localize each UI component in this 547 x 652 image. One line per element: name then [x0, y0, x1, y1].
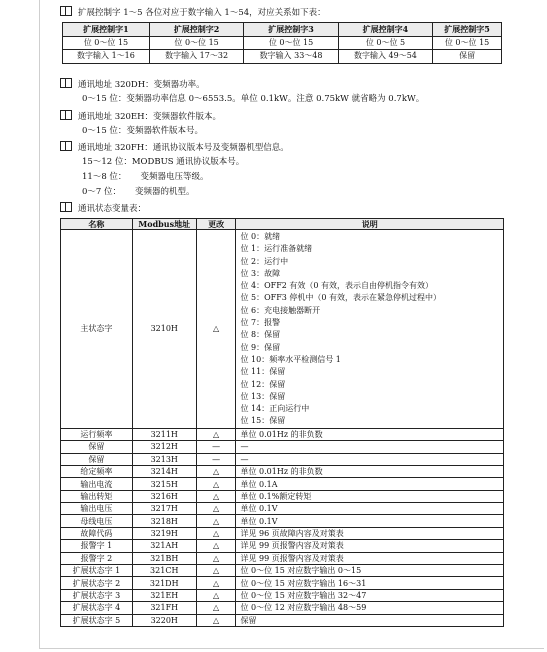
table-cell-description: —	[236, 453, 504, 465]
table-row	[61, 478, 504, 490]
table-cell-change: —	[196, 453, 236, 465]
table-cell-name: 输出电流	[61, 478, 133, 490]
table-cell: 位 0～位 15	[149, 36, 243, 50]
table-row	[61, 490, 504, 502]
status-paragraph	[60, 202, 146, 215]
table-cell-address: 3214H	[132, 465, 196, 477]
table-cell-change: △	[196, 503, 236, 515]
table-cell-address: 3220H	[132, 614, 196, 626]
table-row	[61, 465, 504, 477]
table-cell-address: 321AH	[132, 540, 196, 552]
table-cell-change: △	[196, 527, 236, 539]
table-cell-change: △	[196, 552, 236, 564]
table-cell-address: 321DH	[132, 577, 196, 589]
table-header-row	[61, 219, 504, 230]
table-cell-address: 3212H	[132, 441, 196, 453]
table-row	[61, 602, 504, 614]
book-icon	[60, 202, 72, 212]
intro-text: 扩展控制字 1～5 各位对应于数字输入 1～54，对应关系如下表：	[78, 8, 326, 18]
table-cell-description: 单位 0.01Hz 的非负数	[236, 465, 504, 477]
table-cell-name: 扩展状态字 4	[61, 602, 133, 614]
status-title: 通讯状态变量表：	[78, 204, 147, 214]
table-header-cell: Modbus地址	[132, 219, 196, 230]
bit-description: 位 0：就绪	[240, 232, 281, 241]
table-cell-change: △	[196, 589, 236, 601]
bit-description: 位 10：频率水平检测信号 1	[240, 354, 341, 364]
table-row	[61, 515, 504, 527]
bit-description: 位 15：保留	[240, 416, 286, 426]
table-cell: 数字输入 33～48	[244, 50, 338, 64]
software-title: 通讯地址 320EH：变频器软件版本。	[78, 112, 222, 122]
table-cell-name: 运行频率	[61, 428, 133, 440]
table-cell-name: 保留	[61, 441, 133, 453]
table-cell-name: 扩展状态字 1	[61, 565, 133, 577]
table-row-main-status	[61, 230, 504, 429]
table-cell-change: △	[196, 230, 236, 429]
table-cell-name: 故障代码	[61, 527, 133, 539]
software-paragraph	[60, 110, 221, 123]
table-cell-description: 详见 96 页故障内容及对策表	[236, 527, 504, 539]
bit-description: 位 5：OFF3 停机中（0 有效，表示在紧急停机过程中）	[240, 293, 442, 303]
table-cell-name: 报警字 1	[61, 540, 133, 552]
table-header-cell: 更改	[196, 219, 236, 230]
table-header-cell: 扩展控制字3	[244, 23, 338, 37]
table-cell-description: 单位 0.1A	[236, 478, 504, 490]
bit-description: 位 14：正向运行中	[240, 404, 310, 414]
table-cell-address: 321BH	[132, 552, 196, 564]
table-cell-address: 3211H	[132, 428, 196, 440]
table-row	[61, 565, 504, 577]
table-cell: 数字输入 1～16	[63, 50, 150, 64]
table-cell-address: 3210H	[132, 230, 196, 429]
table-cell: 数字输入 17～32	[149, 50, 243, 64]
protocol-detail-text: 变频器电压等级。	[140, 172, 209, 182]
protocol-detail-text: MODBUS 通讯协议版本号。	[131, 157, 245, 167]
table-cell-description: 单位 0.01Hz 的非负数	[236, 428, 504, 440]
table-cell-change: △	[196, 565, 236, 577]
power-paragraph	[60, 78, 205, 91]
table-cell-name: 母线电压	[61, 515, 133, 527]
table-cell-change: △	[196, 515, 236, 527]
table-cell: 位 0～位 15	[63, 36, 150, 50]
bit-description: 位 4：OFF2 有效（0 有效，表示自由停机指令有效）	[240, 281, 434, 291]
table-cell-change: △	[196, 478, 236, 490]
table-cell-address: 321CH	[132, 565, 196, 577]
table-cell-description: 单位 0.1V	[236, 515, 504, 527]
table-row	[63, 36, 502, 50]
bit-description: 位 11：保留	[240, 367, 286, 377]
book-icon	[60, 141, 72, 151]
table-cell: 位 0～位 5	[338, 36, 432, 50]
software-detail-text: 变频器软件版本号。	[126, 126, 203, 136]
table-cell-address: 3218H	[132, 515, 196, 527]
table-cell-name: 给定频率	[61, 465, 133, 477]
table-row	[61, 577, 504, 589]
table-header-row	[63, 23, 502, 37]
protocol-detail-line	[82, 156, 244, 168]
page-frame-left	[39, 0, 40, 648]
table-row	[61, 540, 504, 552]
bit-description: 位 2：运行中	[240, 256, 289, 266]
table-cell-change: —	[196, 441, 236, 453]
status-variable-table	[60, 218, 504, 627]
table-row	[61, 552, 504, 564]
table-cell-description: 位 0～位 12 对应数字输出 48～59	[236, 602, 504, 614]
bit-description: 位 12：保留	[240, 379, 286, 389]
table-cell: 位 0～位 15	[433, 36, 502, 50]
table-cell-description: 位 0～位 15 对应数字输出 32～47	[236, 589, 504, 601]
table-cell-name: 报警字 2	[61, 552, 133, 564]
table-cell-name: 扩展状态字 2	[61, 577, 133, 589]
table-cell-name: 扩展状态字 5	[61, 614, 133, 626]
bit-description: 位 1：运行准备就绪	[240, 244, 313, 254]
book-icon	[60, 110, 72, 120]
table-row	[61, 453, 504, 465]
table-cell: 数字输入 49～54	[338, 50, 432, 64]
page-frame-bottom	[39, 648, 544, 649]
table-cell-change: △	[196, 490, 236, 502]
table-cell-description: 单位 0.1V	[236, 503, 504, 515]
intro-paragraph	[60, 6, 326, 19]
power-title: 通讯地址 320DH：变频器功率。	[78, 80, 205, 90]
table-cell-bit-list	[236, 230, 504, 429]
protocol-detail-bits: 15～12 位：	[82, 157, 132, 167]
power-detail: 0～15 位：变频器功率信息 0～6553.5。单位 0.1kW。注意 0.75kW 就省略为 0.7kW。	[82, 94, 425, 104]
table-cell-address: 321EH	[132, 589, 196, 601]
bit-description: 位 6：充电接触器断开	[240, 305, 321, 315]
table-header-cell: 扩展控制字5	[433, 23, 502, 37]
table-cell-name: 扩展状态字 3	[61, 589, 133, 601]
bit-description: 位 13：保留	[240, 391, 286, 401]
bit-description: 位 8：保留	[240, 330, 281, 340]
extension-control-table	[62, 22, 502, 64]
protocol-detail-bits: 0～7 位：	[82, 187, 122, 197]
protocol-detail-line	[82, 171, 208, 183]
protocol-detail-line	[82, 186, 195, 198]
table-cell-address: 3213H	[132, 453, 196, 465]
table-row	[61, 527, 504, 539]
table-header-cell: 扩展控制字1	[63, 23, 150, 37]
table-cell-description: 详见 99 页报警内容及对策表	[236, 552, 504, 564]
table-header-cell: 名称	[61, 219, 133, 230]
table-cell-address: 3215H	[132, 478, 196, 490]
table-row	[61, 428, 504, 440]
table-cell-address: 321FH	[132, 602, 196, 614]
table-header-cell: 扩展控制字2	[149, 23, 243, 37]
bit-description: 位 9：保留	[240, 342, 281, 352]
table-cell-change: △	[196, 428, 236, 440]
table-cell: 位 0～位 15	[244, 36, 338, 50]
table-cell-change: △	[196, 465, 236, 477]
protocol-title: 通讯地址 320FH：通讯协议版本号及变频器机型信息。	[78, 143, 289, 153]
table-cell-change: △	[196, 577, 236, 589]
table-row	[61, 614, 504, 626]
table-cell-address: 3216H	[132, 490, 196, 502]
table-row	[61, 441, 504, 453]
table-cell-description: —	[236, 441, 504, 453]
table-cell-name: 保留	[61, 453, 133, 465]
bit-description: 位 7：报警	[240, 318, 281, 328]
table-row	[63, 50, 502, 64]
table-cell-description: 保留	[236, 614, 504, 626]
table-cell-change: △	[196, 602, 236, 614]
book-icon	[60, 6, 72, 16]
table-cell-description: 单位 0.1%额定转矩	[236, 490, 504, 502]
bit-description: 位 3：故障	[240, 268, 281, 278]
software-detail-bits: 0～15 位：	[82, 126, 127, 136]
table-row	[61, 589, 504, 601]
table-header-cell: 扩展控制字4	[338, 23, 432, 37]
table-header-cell: 说明	[236, 219, 504, 230]
table-cell-address: 3219H	[132, 527, 196, 539]
protocol-paragraph	[60, 141, 289, 154]
table-cell-address: 3217H	[132, 503, 196, 515]
book-icon	[60, 78, 72, 88]
table-cell-name: 输出转矩	[61, 490, 133, 502]
table-cell-change: △	[196, 614, 236, 626]
status-rows	[61, 428, 504, 626]
table-cell-name: 输出电压	[61, 503, 133, 515]
protocol-detail-bits: 11～8 位：	[82, 172, 127, 182]
table-cell-description: 位 0～位 15 对应数字输出 0～15	[236, 565, 504, 577]
table-cell: 保留	[433, 50, 502, 64]
software-detail	[82, 125, 203, 137]
table-cell-name: 主状态字	[61, 230, 133, 429]
table-cell-description: 位 0～位 15 对应数字输出 16～31	[236, 577, 504, 589]
protocol-detail-text: 变频器的机型。	[135, 187, 195, 197]
table-row	[61, 503, 504, 515]
table-cell-description: 详见 99 页报警内容及对策表	[236, 540, 504, 552]
table-cell-change: △	[196, 540, 236, 552]
